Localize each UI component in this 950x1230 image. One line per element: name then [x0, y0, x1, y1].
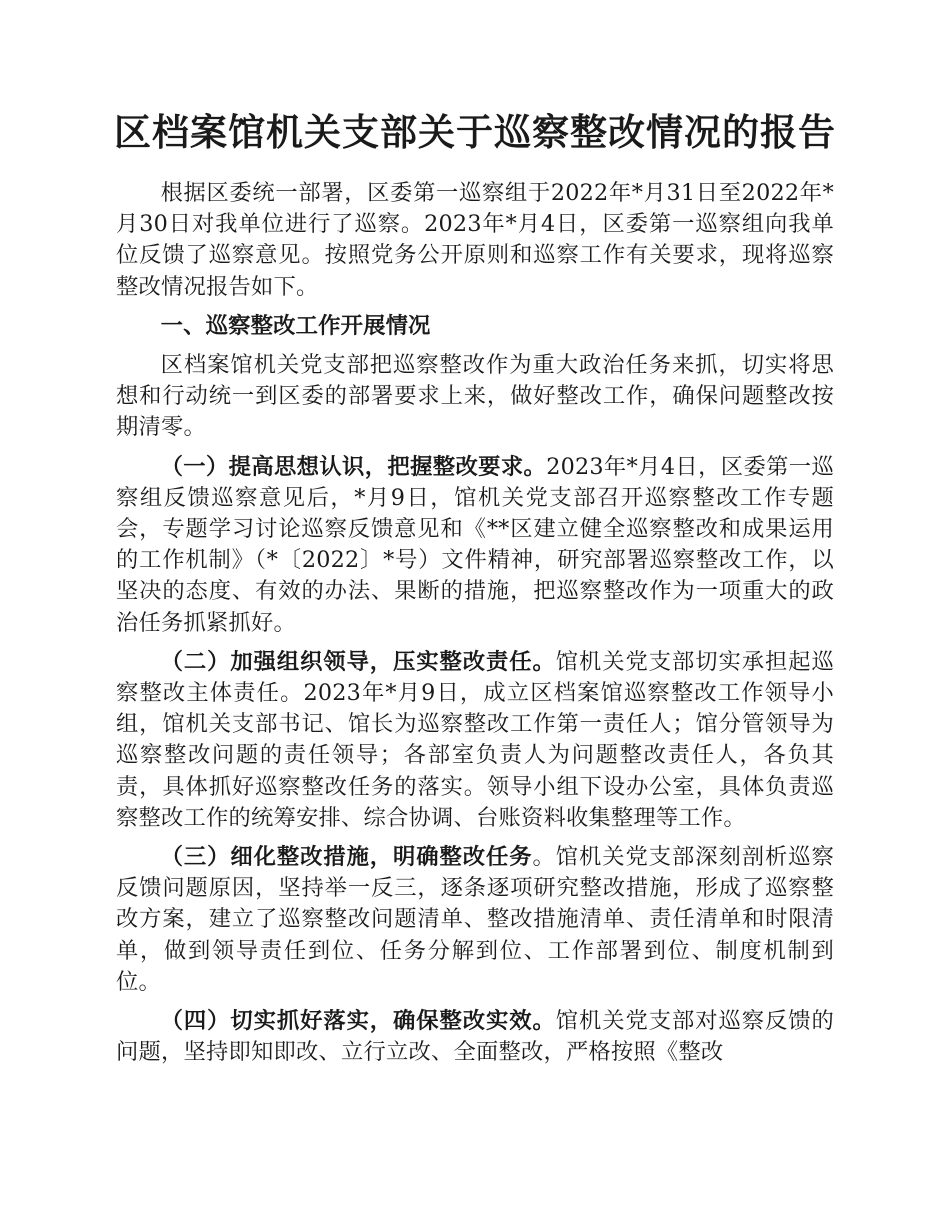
section-intro-paragraph: 区档案馆机关党支部把巡察整改作为重大政治任务来抓，切实将思想和行动统一到区委的部署要求上来，做好整改工作，确保问题整改按期清零。 [116, 352, 834, 441]
item-text: 馆机关党支部对巡察反馈的问题，坚持即知即改、立行立改、全面整改，严格按照《整改 [116, 1008, 835, 1066]
item-paragraph-4 [116, 1006, 834, 1068]
item-paragraph-1 [116, 452, 834, 639]
item-paragraph-3 [116, 842, 834, 998]
item-lead: （四）切实抓好落实，确保整改实效。 [160, 1008, 556, 1035]
item-text: 馆机关党支部切实承担起巡察整改主体责任。2023年*月9日，成立区档案馆巡察整改工作领导小组，馆机关支部书记、馆长为巡察整改工作第一责任人；馆分管领导为巡察整改问题的责任领导；各部室负责人为问题整改责任人，各负其责，具体抓好巡察整改任务的落实。领导小组下设办公室，具体负责巡察整改工作的统筹安排、综合协调、台账资料收集整理等工作。 [116, 648, 835, 831]
item-lead: （二）加强组织领导，压实整改责任。 [160, 648, 556, 675]
document-title: 区档案馆机关支部关于巡察整改情况的报告 [114, 110, 836, 154]
item-paragraph-2 [116, 647, 834, 834]
item-lead: （一）提高思想认识，把握整改要求。 [160, 453, 547, 480]
item-text: 。馆机关党支部深刻剖析巡察反馈问题原因，坚持举一反三，逐条逐项研究整改措施，形成了巡察整改方案，建立了巡察整改问题清单、整改措施清单、责任清单和时限清单，做到领导责任到位、任务分解到位、工作部署到位、制度机制到位。 [116, 844, 834, 995]
document-body [116, 178, 834, 1076]
item-lead: （三）细化整改措施，明确整改任务 [160, 844, 533, 871]
intro-paragraph: 根据区委统一部署，区委第一巡察组于2022年*月31日至2022年*月30日对我单位进行了巡察。2023年*月4日，区委第一巡察组向我单位反馈了巡察意见。按照党务公开原则和巡察工作有关要求，现将巡察整改情况报告如下。 [116, 180, 834, 300]
section-heading: 一、巡察整改工作开展情况 [160, 312, 431, 339]
item-text: 2023年*月4日，区委第一巡察组反馈巡察意见后，*月9日，馆机关党支部召开巡察整改工作专题会，专题学习讨论巡察反馈意见和《**区建立健全巡察整改和成果运用的工作机制》（*〔2022〕*号）文件精神，研究部署巡察整改工作，以坚决的态度、有效的办法、果断的措施，把巡察整改作为一项重大的政治任务抓紧抓好。 [116, 453, 834, 636]
